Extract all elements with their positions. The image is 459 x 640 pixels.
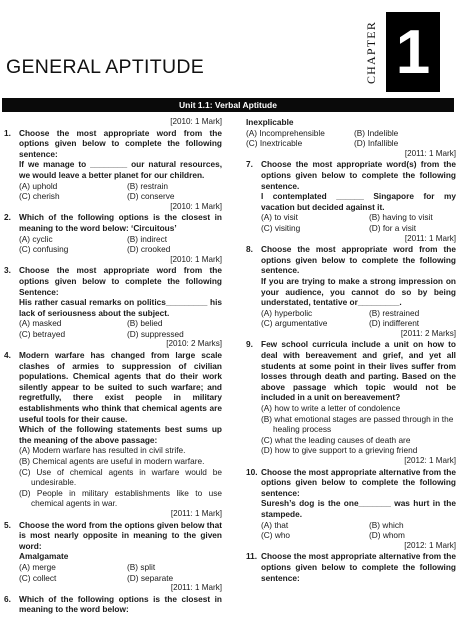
question-6 (4, 594, 222, 615)
option-c[interactable]: (C) argumentative (261, 318, 328, 329)
mark-tag: [2011: 1 Mark] (404, 233, 456, 243)
option-d[interactable]: (D) Infallible (354, 138, 399, 149)
question-stem: Suresh’s dog is the one_______ was hurt in the stampede. (261, 498, 456, 519)
question-stem: Amalgamate (19, 551, 69, 562)
question-text: Choose the most appropriate word from the options given below to complete the following Sentence: (19, 265, 222, 297)
option-c[interactable]: (C) who (261, 530, 291, 541)
option-b[interactable]: (B) Chemical agents are useful in modern warfare. (19, 456, 205, 466)
unit-heading: Unit 1.1: Verbal Aptitude (2, 98, 454, 112)
option-b[interactable]: (B) which (369, 519, 404, 530)
left-column (4, 117, 222, 615)
question-stem: Inexplicable (246, 117, 294, 127)
question-text: Which of the following options is the closest in meaning to the word below: (19, 593, 222, 615)
option-b[interactable]: (B) what emotional stages are passed through in the (261, 413, 454, 424)
mark-tag: [2011: 1 Mark] (170, 583, 222, 593)
question-text: Choose the word from the options given below that is most nearly opposite in meaning to the given word: (19, 519, 222, 551)
options-grid (246, 212, 456, 233)
question-number: 10. (246, 466, 258, 477)
question-text: Choose the most appropriate alternative from the options given below to complete the following sentence: (261, 551, 456, 583)
mark-tag: [2010: 1 Mark] (170, 254, 222, 264)
chapter-title: GENERAL APTITUDE (6, 56, 205, 78)
option-d[interactable]: (D) crooked (127, 244, 171, 255)
option-d[interactable]: (D) whom (369, 530, 405, 541)
mark-tag: [2010: 1 Mark] (170, 201, 222, 211)
option-b[interactable]: (B) having to visit (369, 212, 433, 223)
option-a[interactable]: (A) that (261, 519, 289, 530)
option-a[interactable]: (A) Incomprehensible (246, 127, 325, 138)
chapter-number-box: 1 (386, 12, 440, 92)
option-b[interactable]: (B) restrain (127, 180, 169, 191)
question-number: 7. (246, 159, 253, 170)
option-c[interactable]: (C) cherish (19, 191, 60, 202)
option-b[interactable]: (B) belied (127, 318, 163, 329)
mark-tag: [2012: 1 Mark] (404, 456, 456, 465)
option-d[interactable]: (D) separate (127, 572, 174, 583)
option-b-cont: healing process (273, 424, 332, 435)
question-number: 3. (4, 265, 11, 276)
question-5 (4, 520, 222, 552)
option-a[interactable]: (A) masked (19, 318, 62, 329)
question-7 (246, 159, 456, 191)
question-stem: His rather casual remarks on politics_________ his lack of seriousness about the subject. (19, 297, 222, 318)
question-stem: If you are trying to make a strong impression on your audience, you cannot do so by being understated, tentative or_________. (261, 275, 456, 308)
option-list (4, 445, 222, 509)
mark-tag: [2011: 1 Mark] (404, 148, 456, 158)
option-b[interactable]: (B) restrained (369, 307, 420, 318)
question-text: Choose the most appropriate word from the options given below to complete the following sentence. (261, 244, 456, 276)
chapter-label: CHAPTER (364, 20, 379, 84)
options-grid (4, 318, 222, 339)
question-2 (4, 212, 222, 233)
question-number: 11. (246, 551, 258, 562)
question-number: 1. (4, 127, 11, 138)
question-number: 5. (4, 519, 11, 530)
mark-tag: [2010: 1 Mark] (170, 117, 222, 126)
option-b[interactable]: (B) split (127, 561, 156, 572)
question-text: Few school curricula include a unit on how to deal with bereavement and grief, and yet all students at some point in their lives suffer from losses through death and parting. Based on the above passage which topic would not be included in a unit on bereavement? (261, 339, 456, 403)
option-a[interactable]: (A) how to write a letter of condolence (261, 403, 401, 414)
option-a[interactable]: (A) merge (19, 561, 56, 572)
question-stem: I contemplated ______ Singapore for my vacation but decided against it. (261, 191, 456, 212)
question-number: 6. (4, 593, 11, 604)
option-a[interactable]: (A) hyperbolic (261, 307, 313, 318)
question-number: 9. (246, 339, 253, 350)
option-a[interactable]: (A) uphold (19, 180, 58, 191)
question-number: 8. (246, 244, 253, 255)
option-d[interactable]: (D) how to give support to a grieving friend (261, 445, 418, 456)
option-d[interactable]: (D) for a visit (369, 222, 417, 233)
option-list (246, 403, 456, 456)
option-a[interactable]: (A) to visit (261, 212, 298, 223)
right-column (246, 117, 456, 583)
mark-tag: [2011: 2 Marks] (400, 328, 456, 338)
option-c[interactable]: (C) visiting (261, 222, 301, 233)
option-c[interactable]: (C) confusing (19, 244, 69, 255)
question-stem: Which of the following statements best sums up the meaning of the above passage: (19, 424, 222, 445)
question-text: Modern warfare has changed from large scale clashes of armies to suppression of civilian populations. Chemical agents that do their work silently appear to be suited to such warfare; and regretfully, there exist people in military establishments who think that chemical agents are useful tools for their cause. (19, 350, 222, 424)
question-text: Choose the most appropriate alternative from the options given below to complete the following sentence: (261, 466, 456, 498)
question-text: Choose the most appropriate word(s) from the options given below to complete the following sentence. (261, 159, 456, 191)
option-c-cont: undesirable. (31, 477, 77, 488)
question-stem: If we manage to ________ our natural resources, we would leave a better planet for our children. (19, 159, 222, 180)
option-d[interactable]: (D) suppressed (127, 328, 184, 339)
options-grid (246, 520, 456, 541)
question-number: 4. (4, 350, 11, 361)
question-9 (246, 339, 456, 403)
option-c[interactable]: (C) collect (19, 572, 57, 583)
option-b[interactable]: (B) Indelible (354, 127, 399, 138)
option-c[interactable]: (C) Use of chemical agents in warfare would be (19, 466, 222, 477)
option-d[interactable]: (D) indifferent (369, 318, 420, 329)
option-a[interactable]: (A) Modern warfare has resulted in civil strife. (19, 445, 186, 456)
option-d-cont: chemical agents in war. (31, 498, 118, 509)
question-number: 2. (4, 212, 11, 223)
mark-tag: [2011: 1 Mark] (170, 508, 222, 518)
options-grid (4, 562, 222, 583)
mark-tag: [2010: 2 Marks] (166, 339, 222, 349)
options-grid (4, 234, 222, 255)
mark-tag: [2012: 1 Mark] (404, 540, 456, 550)
option-c[interactable]: (C) what the leading causes of death are (261, 434, 411, 445)
option-c[interactable]: (C) betrayed (19, 328, 66, 339)
option-b[interactable]: (B) indirect (127, 233, 168, 244)
question-1 (4, 128, 222, 160)
question-10 (246, 467, 456, 499)
question-3 (4, 265, 222, 297)
option-d[interactable]: (D) conserve (127, 191, 175, 202)
options-grid (4, 181, 222, 202)
question-text: Which of the following options is the closest in meaning to the word below: ‘Circuitous’ (19, 212, 222, 233)
question-11 (246, 551, 456, 583)
option-c[interactable]: (C) Inextricable (246, 138, 303, 149)
question-text: Choose the most appropriate word from the options given below to complete the following sentence: (19, 127, 222, 159)
option-a[interactable]: (A) cyclic (19, 233, 53, 244)
options-grid (246, 128, 456, 149)
question-4 (4, 350, 222, 424)
option-d[interactable]: (D) People in military establishments like to use (19, 487, 222, 498)
options-grid (246, 308, 456, 329)
question-8 (246, 244, 456, 276)
